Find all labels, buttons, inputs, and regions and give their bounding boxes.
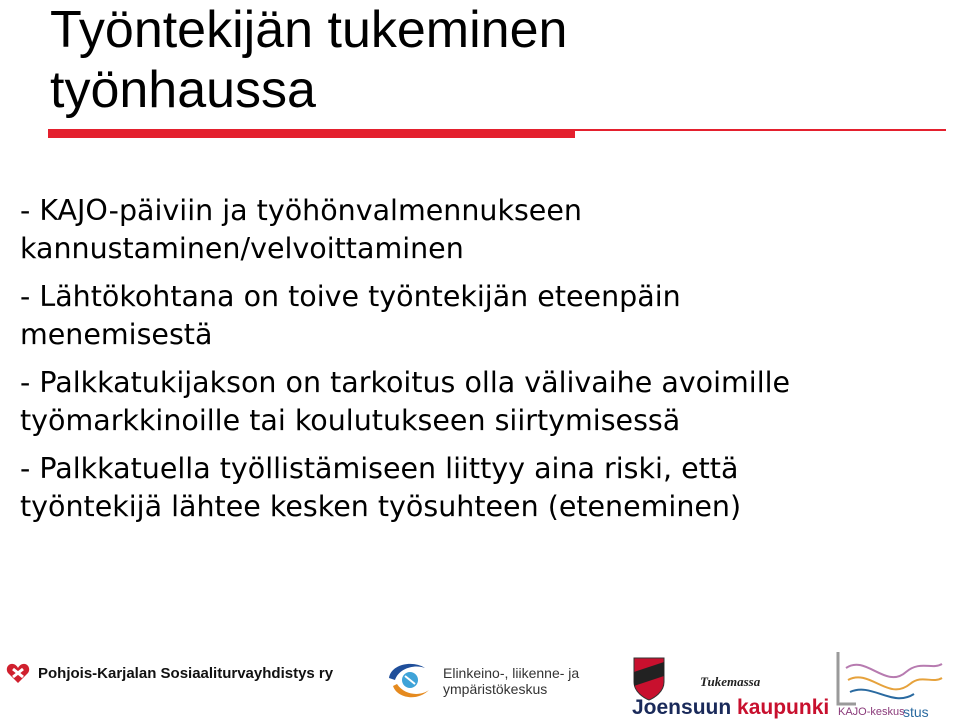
bullet-line: menemisestä — [20, 318, 213, 351]
bullet-item — [20, 450, 955, 526]
footer-logos — [0, 640, 960, 728]
title-accent-rule — [48, 129, 575, 138]
pks-heart-logo-icon — [6, 662, 30, 684]
bullet-line: - Lähtökohtana on toive työntekijän eteenpäin — [20, 280, 681, 313]
bullet-item — [20, 364, 955, 440]
pks-name: Pohjois-Karjalan Sosiaaliturvayhdistys ry — [38, 664, 334, 682]
ely-name — [443, 665, 579, 697]
ely-logo — [385, 658, 579, 704]
bullet-line: työmarkkinoille tai koulutukseen siirtymisessä — [20, 404, 681, 437]
title-divider-line — [575, 129, 946, 131]
ely-name-line-2: ympäristökeskus — [443, 681, 548, 697]
ely-keskus-logo-icon — [385, 658, 435, 704]
bullet-line: - Palkkatukijakson on tarkoitus olla välivaihe avoimille — [20, 366, 791, 399]
ely-name-line-1: Elinkeino-, liikenne- ja — [443, 665, 580, 681]
kaupunki-word: kaupunki — [737, 696, 830, 719]
bullet-item — [20, 192, 955, 268]
kajo-label: KAJO-keskus — [838, 706, 905, 718]
slide-title-line-2: työnhaussa — [50, 61, 316, 119]
pks-logo — [6, 662, 333, 684]
joensuu-word: Joensuun — [632, 696, 732, 719]
bullet-line: kannustaminen/velvoittaminen — [20, 232, 464, 265]
sts-label: stus — [903, 704, 929, 720]
slide-title-line-1: Työntekijän tukeminen — [50, 1, 568, 59]
bullet-line: - KAJO-päiviin ja työhönvalmennukseen — [20, 194, 582, 227]
joensuu-name — [632, 696, 829, 720]
bullet-list — [20, 192, 955, 536]
slide-title — [50, 0, 930, 120]
bullet-line: työntekijä lähtee kesken työsuhteen (eteneminen) — [20, 490, 742, 523]
bullet-item — [20, 278, 955, 354]
bullet-line: - Palkkatuella työllistämiseen liittyy aina riski, että — [20, 452, 739, 485]
joensuu-tukemassa: Tukemassa — [700, 674, 761, 689]
